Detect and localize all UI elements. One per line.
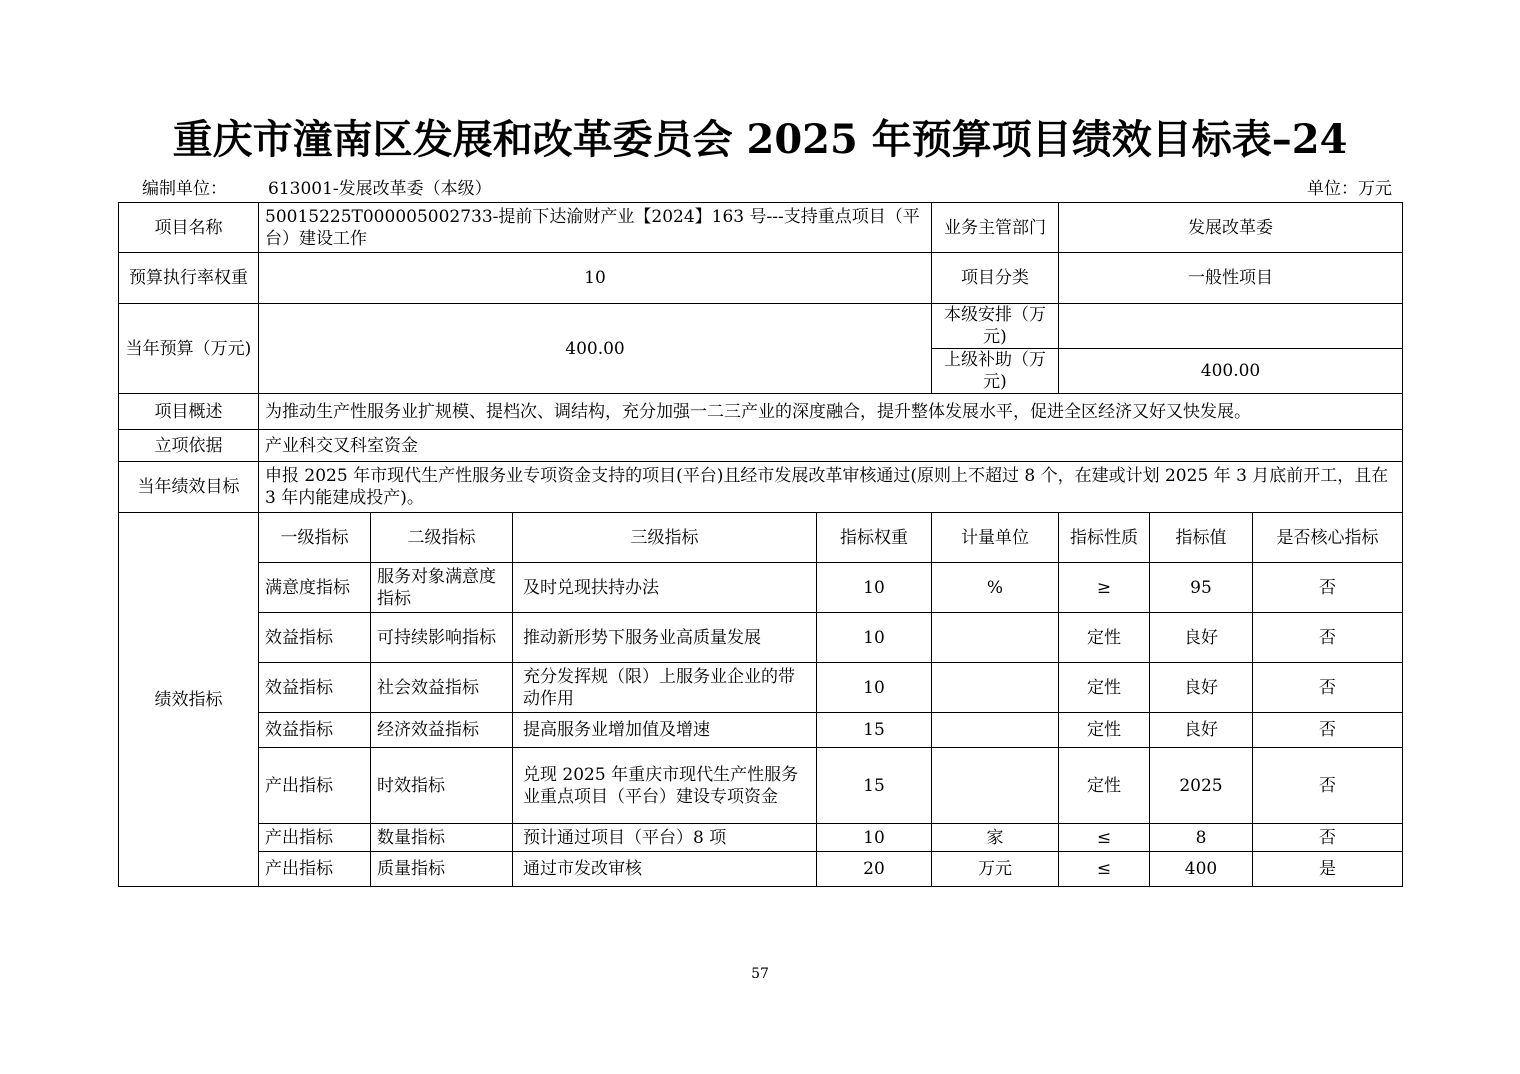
level2-cell: 数量指标: [371, 824, 513, 852]
core-cell: 是: [1253, 852, 1403, 887]
overview-label: 项目概述: [119, 394, 259, 430]
core-cell: 否: [1253, 613, 1403, 663]
indicator-row: [119, 613, 1403, 663]
weight-cell: 20: [817, 852, 932, 887]
level2-cell: 社会效益指标: [371, 663, 513, 713]
dept-label: 业务主管部门: [932, 203, 1059, 253]
weight-cell: 10: [817, 613, 932, 663]
unit-cell: %: [932, 563, 1059, 613]
basis-label: 立项依据: [119, 430, 259, 462]
level1-cell: 产出指标: [259, 748, 371, 824]
row-overview: [119, 394, 1403, 430]
org-value: 613001-发展改革委（本级）: [268, 179, 492, 199]
value-cell: 400: [1150, 852, 1253, 887]
header-level2: 二级指标: [371, 513, 513, 563]
weight-cell: 10: [817, 563, 932, 613]
core-cell: 否: [1253, 713, 1403, 748]
level2-cell: 时效指标: [371, 748, 513, 824]
header-nature: 指标性质: [1059, 513, 1150, 563]
level2-cell: 经济效益指标: [371, 713, 513, 748]
level1-cell: 满意度指标: [259, 563, 371, 613]
level3-cell: 充分发挥规（限）上服务业企业的带动作用: [513, 663, 817, 713]
category-label: 项目分类: [932, 253, 1059, 304]
value-cell: 95: [1150, 563, 1253, 613]
budget-value: 400.00: [259, 304, 932, 394]
value-cell: 良好: [1150, 713, 1253, 748]
level2-cell: 可持续影响指标: [371, 613, 513, 663]
unit-cell: [932, 663, 1059, 713]
project-name-label: 项目名称: [119, 203, 259, 253]
exec-weight-label: 预算执行率权重: [119, 253, 259, 304]
unit-cell: [932, 748, 1059, 824]
unit-cell: [932, 713, 1059, 748]
nature-cell: ≥: [1059, 563, 1150, 613]
nature-cell: 定性: [1059, 713, 1150, 748]
exec-weight-value: 10: [259, 253, 932, 304]
row-goal: [119, 462, 1403, 513]
value-cell: 良好: [1150, 613, 1253, 663]
overview-value: 为推动生产性服务业扩规模、提档次、调结构，充分加强一二三产业的深度融合，提升整体发展水平，促进全区经济又好又快发展。: [259, 394, 1403, 430]
weight-cell: 10: [817, 824, 932, 852]
page-title: 重庆市潼南区发展和改革委员会 2025 年预算项目绩效目标表–24: [172, 116, 1348, 163]
category-value: 一般性项目: [1059, 253, 1403, 304]
indicator-row: [119, 663, 1403, 713]
nature-cell: 定性: [1059, 613, 1150, 663]
weight-cell: 10: [817, 663, 932, 713]
level2-cell: 质量指标: [371, 852, 513, 887]
row-exec-weight: [119, 253, 1403, 304]
nature-cell: ≤: [1059, 824, 1150, 852]
basis-value: 产业科交叉科室资金: [259, 430, 1403, 462]
core-cell: 否: [1253, 663, 1403, 713]
value-cell: 8: [1150, 824, 1253, 852]
nature-cell: 定性: [1059, 663, 1150, 713]
row-basis: [119, 430, 1403, 462]
dept-value: 发展改革委: [1059, 203, 1403, 253]
value-cell: 良好: [1150, 663, 1253, 713]
core-cell: 否: [1253, 748, 1403, 824]
core-cell: 否: [1253, 824, 1403, 852]
level1-cell: 产出指标: [259, 824, 371, 852]
level2-cell: 服务对象满意度指标: [371, 563, 513, 613]
header-core: 是否核心指标: [1253, 513, 1403, 563]
nature-cell: ≤: [1059, 852, 1150, 887]
indicator-row: [119, 824, 1403, 852]
header-unit: 计量单位: [932, 513, 1059, 563]
page-number: 57: [751, 966, 769, 982]
core-cell: 否: [1253, 563, 1403, 613]
budget-label: 当年预算（万元): [119, 304, 259, 394]
goal-label: 当年绩效目标: [119, 462, 259, 513]
level1-cell: 产出指标: [259, 852, 371, 887]
upper-value: 400.00: [1059, 349, 1403, 394]
unit-cell: [932, 613, 1059, 663]
header-level1: 一级指标: [259, 513, 371, 563]
header-level3: 三级指标: [513, 513, 817, 563]
value-cell: 2025: [1150, 748, 1253, 824]
level3-cell: 兑现 2025 年重庆市现代生产性服务业重点项目（平台）建设专项资金: [513, 748, 817, 824]
upper-label: 上级补助（万元): [932, 349, 1059, 394]
indicator-header-row: [119, 513, 1403, 563]
row-project-name: [119, 203, 1403, 253]
level1-cell: 效益指标: [259, 663, 371, 713]
indicators-section-label: 绩效指标: [119, 513, 259, 887]
row-budget: [119, 304, 1403, 349]
header-weight: 指标权重: [817, 513, 932, 563]
level1-cell: 效益指标: [259, 713, 371, 748]
unit-cell: 家: [932, 824, 1059, 852]
unit-label: 单位：万元: [1307, 179, 1392, 199]
project-name-value: 50015225T000005002733-提前下达渝财产业【2024】163 号---支持重点项目（平台）建设工作: [259, 203, 932, 253]
performance-table: [118, 202, 1403, 887]
indicator-row: [119, 748, 1403, 824]
goal-value: 申报 2025 年市现代生产性服务业专项资金支持的项目(平台)且经市发展改革审核通过(原则上不超过 8 个，在建或计划 2025 年 3 月底前开工，且在 3 年内能建成投产)。: [259, 462, 1403, 513]
weight-cell: 15: [817, 748, 932, 824]
level3-cell: 预计通过项目（平台）8 项: [513, 824, 817, 852]
weight-cell: 15: [817, 713, 932, 748]
level3-cell: 通过市发改审核: [513, 852, 817, 887]
org-label: 编制单位：: [142, 179, 227, 199]
unit-cell: 万元: [932, 852, 1059, 887]
header-value: 指标值: [1150, 513, 1253, 563]
level3-cell: 及时兑现扶持办法: [513, 563, 817, 613]
level1-cell: 效益指标: [259, 613, 371, 663]
level3-cell: 提高服务业增加值及增速: [513, 713, 817, 748]
local-value: [1059, 304, 1403, 349]
indicator-row: [119, 852, 1403, 887]
level3-cell: 推动新形势下服务业高质量发展: [513, 613, 817, 663]
nature-cell: 定性: [1059, 748, 1150, 824]
local-label: 本级安排（万元): [932, 304, 1059, 349]
indicator-row: [119, 563, 1403, 613]
indicator-row: [119, 713, 1403, 748]
